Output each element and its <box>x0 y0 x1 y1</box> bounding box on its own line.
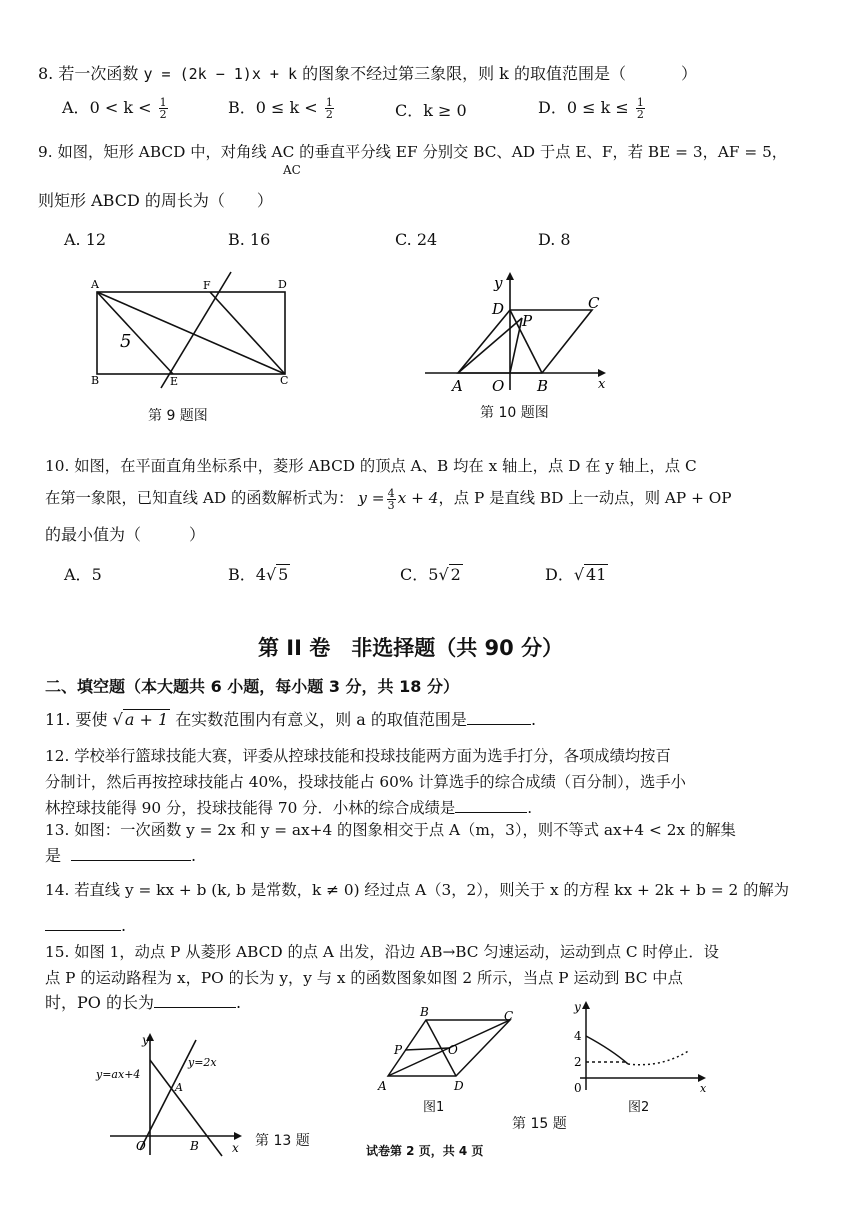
q15-figure-1 <box>370 1000 530 1100</box>
q13-line-1: 13. 如图：一次函数 y = 2x 和 y = ax+4 的图象相交于点 A（m，3），则不等式 ax+4 < 2x 的解集 <box>45 821 736 839</box>
q10-option-a: A．5 <box>64 565 102 584</box>
q11: 11. 要使 √ a + 1 在实数范围内有意义，则 a 的取值范围是 . <box>45 710 537 729</box>
q13-answer-blank <box>71 846 191 861</box>
q8-function: y = (2k − 1)x + k <box>143 65 297 83</box>
q8-option-c: C．k ≥ 0 <box>395 101 467 120</box>
q13-figure-caption: 第 13 题 <box>255 1133 310 1149</box>
q9-handwritten-mark: 5 <box>120 331 132 352</box>
q12-line-3: 林控球技能得 90 分，投球技能得 70 分．小林的综合成绩是 . <box>45 799 533 817</box>
q15-graph-y-arrow <box>582 1001 590 1009</box>
q15-figure-2 <box>562 998 712 1098</box>
q13-line-2: 是 . <box>45 846 197 865</box>
q10-label-b: B <box>537 377 549 395</box>
q11-answer-blank <box>467 710 531 725</box>
q15-graph-label-x: x <box>700 1082 707 1095</box>
q9-label-a: A <box>91 278 99 291</box>
q15-graph-label-origin: 0 <box>574 1081 582 1095</box>
q9-label-e: E <box>170 375 179 388</box>
q9-option-d: D. 8 <box>538 230 571 249</box>
q13-x-arrow <box>234 1132 242 1140</box>
q15-graph-tick-4: 4 <box>574 1029 582 1043</box>
part2-subtitle: 二、填空题（本大题共 6 小题，每小题 3 分，共 18 分） <box>45 677 459 696</box>
q14-line-1: 14. 若直线 y = kx + b (k, b 是常数，k ≠ 0) 经过点 A（3，2），则关于 x 的方程 kx + 2k + b = 2 的解为 <box>45 881 789 899</box>
q9-option-c: C. 24 <box>395 230 438 249</box>
q13-label-b: B <box>190 1139 199 1153</box>
q9-label-b: B <box>91 374 100 387</box>
q15-label-c: C <box>504 1009 514 1023</box>
part2-title: 第 II 卷 非选择题（共 90 分） <box>258 636 564 660</box>
q10-label-x: x <box>598 377 606 392</box>
q15-label-d: D <box>454 1079 464 1093</box>
q10-option-d: D．√ 41 <box>545 565 607 584</box>
q10-line-3: 的最小值为（ ） <box>45 525 206 544</box>
q10-label-c: C <box>588 294 600 312</box>
q10-option-c: C．5√ 2 <box>400 565 461 584</box>
q14-line-2: . <box>45 915 126 937</box>
q8-stem-a: 8. 若一次函数 <box>38 64 139 83</box>
q10-x-arrow <box>598 369 606 377</box>
q15-label-a: A <box>378 1079 387 1093</box>
q13-label-line2: y=2x <box>188 1056 217 1069</box>
q15-answer-blank <box>154 993 236 1008</box>
q15-label-o: O <box>448 1043 458 1057</box>
q13-label-y: y <box>142 1033 149 1047</box>
q9-stem: 9. 如图，矩形 ABCD 中，对角线 AC 的垂直平分线 EF 分别交 BC、AD 于点 E、F，若 BE = 3，AF = 5， <box>38 143 788 161</box>
q15-label-p: P <box>394 1043 403 1057</box>
q10-line-1: 10. 如图，在平面直角坐标系中，菱形 ABCD 的顶点 A、B 均在 x 轴上，点 D 在 y 轴上，点 C <box>45 457 697 475</box>
q10-y-arrow <box>506 272 514 280</box>
q10-label-p: P <box>522 312 533 330</box>
q9-label-d: D <box>278 278 287 291</box>
q15-line-2: 点 P 的运动路程为 x，PO 的长为 y，y 与 x 的函数图象如图 2 所示，当点 P 运动到 BC 中点 <box>45 969 683 987</box>
q15-graph-curve-1 <box>586 1036 628 1064</box>
q8-option-a: A．0 < k < $\frac{1}{2}$ <box>62 96 167 121</box>
q15-figure-1-caption: 图1 <box>423 1100 445 1115</box>
q9-segment-ae <box>97 292 173 374</box>
q15-figure-caption: 第 15 题 <box>512 1116 567 1132</box>
q9-label-c: C <box>280 374 289 387</box>
q8-close-paren: ） <box>681 64 698 83</box>
page-footer: 试卷第 2 页，共 4 页 <box>366 1144 484 1158</box>
q9-option-a: A. 12 <box>64 230 107 249</box>
q15-graph-curve-2 <box>628 1050 690 1065</box>
q13-label-line1: y=ax+4 <box>96 1068 141 1081</box>
q8-option-b: B．0 ≤ k < $\frac{1}{2}$ <box>228 96 333 121</box>
q9-ac-note: AC <box>283 163 301 177</box>
q9-option-b: B. 16 <box>228 230 271 249</box>
q15-figure-2-caption: 图2 <box>628 1100 650 1115</box>
q13-figure <box>92 1030 252 1160</box>
q13-label-a: A <box>175 1081 183 1094</box>
q15-label-b: B <box>420 1005 429 1019</box>
q9-figure <box>85 270 305 395</box>
q12-line-2: 分制计，然后再按控球技能占 40%，投球技能占 60% 计算选手的综合成绩（百分制），选手小 <box>45 773 686 791</box>
q10-line-2: 在第一象限，已知直线 AD 的函数解析式为： y = $\frac{4}{3}$ x + 4，点 P 是直线 BD 上一动点，则 AP + OP <box>45 486 732 512</box>
q10-figure <box>420 268 620 396</box>
q15-graph-label-y: y <box>574 1000 581 1014</box>
q9-segment-fc <box>210 292 285 374</box>
q15-line-1: 15. 如图 1，动点 P 从菱形 ABCD 的点 A 出发，沿边 AB→BC 匀速运动，运动到点 C 时停止．设 <box>45 943 719 961</box>
q15-line-3: 时，PO 的长为 . <box>45 993 242 1012</box>
q12-line-1: 12. 学校举行篮球技能大赛，评委从控球技能和投球技能两方面为选手打分，各项成绩均按百 <box>45 747 671 765</box>
q12-answer-blank <box>455 798 527 813</box>
q13-label-x: x <box>232 1141 239 1155</box>
q8-stem <box>38 63 697 85</box>
q10-label-a: A <box>452 377 463 395</box>
q14-answer-blank <box>45 916 121 931</box>
q8-option-d: D．0 ≤ k ≤ $\frac{1}{2}$ <box>538 96 644 121</box>
q9-label-f: F <box>203 279 211 292</box>
q15-graph-x-arrow <box>698 1074 706 1082</box>
q13-label-o: O <box>136 1139 146 1153</box>
q8-stem-b: 的图象不经过第三象限，则 k 的取值范围是（ <box>302 64 626 83</box>
q9-stem-2: 则矩形 ABCD 的周长为（ ） <box>38 191 273 210</box>
q10-option-b: B．4√ 5 <box>228 565 289 584</box>
q9-figure-caption: 第 9 题图 <box>148 408 208 424</box>
q10-label-y: y <box>494 274 503 292</box>
q15-graph-tick-2: 2 <box>574 1055 582 1069</box>
q10-figure-caption: 第 10 题图 <box>480 405 549 421</box>
q9-perpendicular-ef <box>161 272 231 388</box>
q10-label-d: D <box>492 300 505 318</box>
q10-label-o: O <box>492 377 505 395</box>
